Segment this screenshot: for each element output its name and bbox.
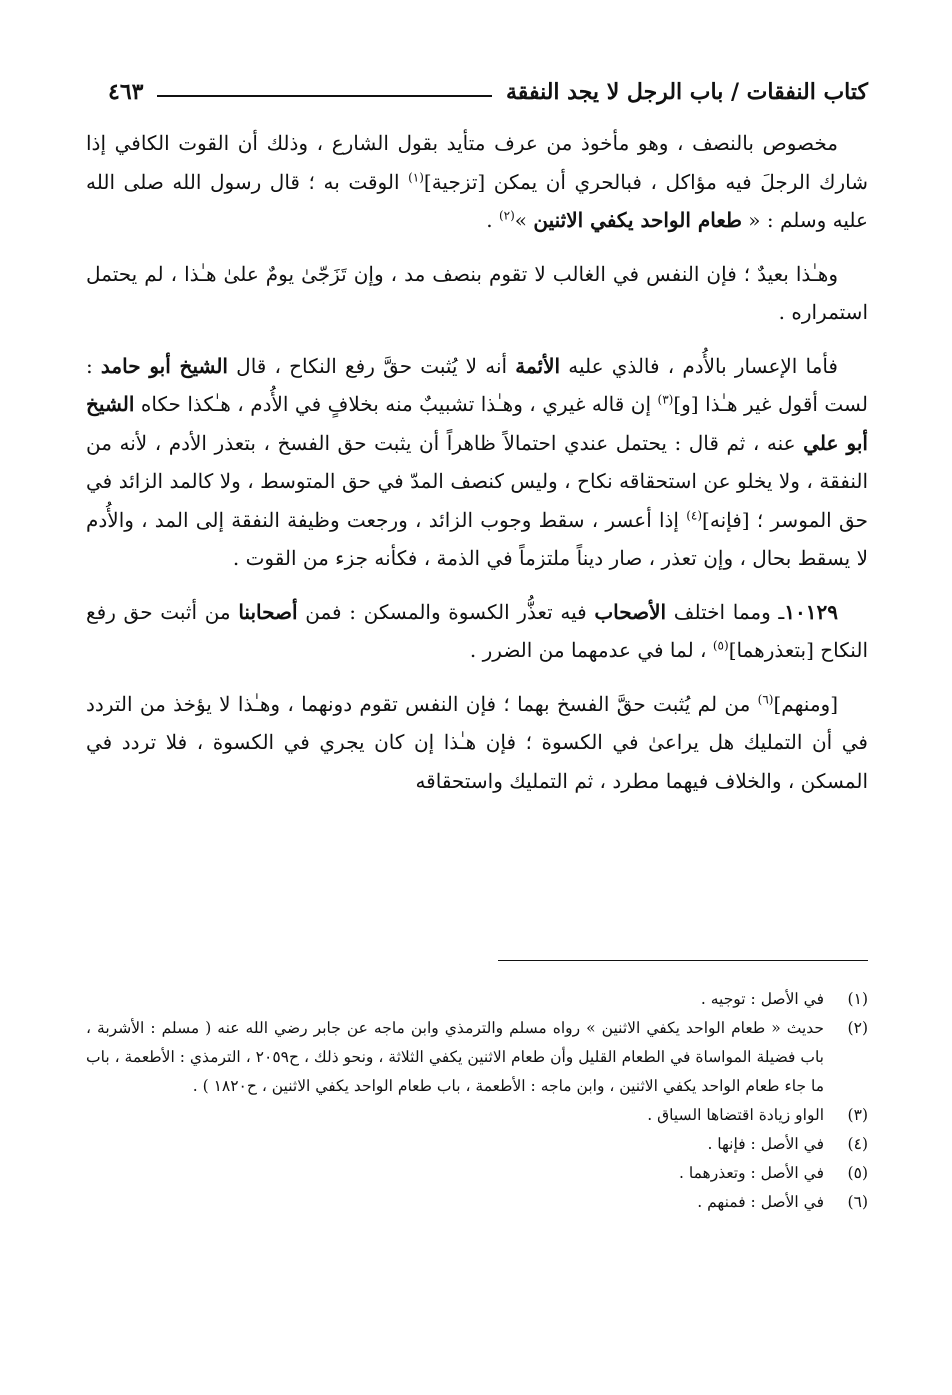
- text-run: ـ ومما اختلف: [666, 599, 785, 624]
- footnote-text: في الأصل : فإنها .: [707, 1135, 824, 1153]
- text-run: إن قاله غيري ، وهـٰذا تشبيبٌ منه بخلافٍ في الأُدم ، هـٰكذا حكاه: [134, 392, 658, 416]
- chapter-title: كتاب النفقات / باب الرجل لا يجد النفقة: [506, 79, 868, 105]
- section-number: ١٠١٢٩: [784, 599, 838, 624]
- footnote-number: (٦): [847, 1193, 868, 1211]
- footnote-number: (٣): [847, 1106, 868, 1124]
- paragraph-3: [86, 347, 868, 578]
- footnote-number: (٢): [847, 1019, 868, 1037]
- header-rule: [157, 95, 492, 97]
- footnotes: [86, 985, 868, 1217]
- footnote: [86, 1014, 868, 1101]
- footnote-ref-4: (٤): [686, 507, 703, 522]
- footnote-text: في الأصل : وتعذرهما .: [679, 1164, 824, 1182]
- bold-term: الأئمة: [515, 353, 561, 378]
- footnote-number: (٥): [847, 1164, 868, 1182]
- running-header: [108, 70, 868, 114]
- text-run: الوقت به ؛ قال رسول الله صلى الله عليه وسلم : «: [86, 169, 868, 232]
- footnote: [86, 1130, 868, 1159]
- text-run: ، لما في عدمهما من الضرر .: [469, 638, 713, 662]
- footnote: [86, 1159, 868, 1188]
- text-run: من أثبت حق رفع النكاح [بتعذرهما]: [86, 599, 868, 662]
- footnote-text: في الأصل : توجيه .: [700, 990, 824, 1008]
- text-run: [ومنهم]: [773, 691, 838, 716]
- footnote-ref-5: (٥): [712, 638, 729, 653]
- footnote: [86, 1188, 868, 1217]
- text-run: من لم يُثبت حقَّ الفسخ بهما ؛ فإن النفس تقوم دونهما ، وهـٰذا لا يؤخذ من التردد في أن التمليك هل يراعىٰ في الكسوة ؛ فإن هـٰذا إن كان يجري في الكسوة ، فلا تردد في المسكن ، والخلاف فيهما مطرد ، ثم التمليك واستحقاقه: [86, 691, 868, 793]
- footnote-separator: [498, 960, 868, 961]
- text-run: : لست أقول غير هـٰذا [و]: [86, 353, 868, 416]
- text-run: فيه تعذُّر الكسوة والمسكن : فمن: [297, 599, 595, 624]
- main-text: [86, 124, 868, 815]
- footnote-ref-3: (٣): [657, 392, 674, 407]
- page-number: ٤٦٣: [108, 79, 144, 105]
- bold-term: الشيخ أبو علي: [86, 392, 868, 455]
- footnote-number: (١): [847, 990, 868, 1008]
- paragraph-1: [86, 124, 868, 240]
- text-run: .: [486, 208, 499, 232]
- hadith-quote: طعام الواحد يكفي الاثنين: [533, 208, 742, 232]
- text-run: عنه ، ثم قال : يحتمل عندي احتمالاً ظاهراً أن يثبت حق الفسخ ، بتعذر الأدم ، لأنه من النفقة ، ولا يخلو عن استحقاقه نكاح ، وليس كنصف المدّ في حق المتوسط ، ولا كالمد الزائد في حق الموسر ؛ [فإنه]: [86, 430, 869, 532]
- footnote-text: حديث « طعام الواحد يكفي الاثنين » رواه مسلم والترمذي وابن ماجه عن جابر رضي الله عنه ( مسلم : الأشربة ، باب فضيلة المواساة في الطعام القليل وأن طعام الاثنين يكفي الثلاثة ، ونحو ذلك ، ح٢٠٥٩ ، الترمذي : الأطعمة ، باب ما جاء طعام الواحد يكفي الاثنين ، وابن ماجه : الأطعمة ، باب طعام الواحد يكفي الاثنين ، ح١٨٢٠ ) .: [86, 1019, 824, 1095]
- text-run: وهـٰذا بعيدٌ ؛ فإن النفس في الغالب لا تقوم بنصف مد ، وإن تَزَجّىٰ يومٌ علىٰ هـٰذا ، لم يحتمل استمراره .: [86, 261, 868, 324]
- footnote: [86, 1101, 868, 1130]
- footnote-text: في الأصل : فمنهم .: [697, 1193, 824, 1211]
- bold-term: أصحابنا: [238, 599, 298, 624]
- paragraph-4: [86, 593, 868, 670]
- footnote-ref-6: (٦): [757, 691, 774, 706]
- paragraph-5: [86, 685, 868, 801]
- footnote-number: (٤): [847, 1135, 868, 1153]
- footnote-ref-2: (٢): [498, 208, 515, 223]
- bold-term: الأصحاب: [594, 599, 667, 624]
- bold-term: الشيخ أبو حامد: [100, 353, 228, 378]
- text-run: أنه لا يُثبت حقَّ رفع النكاح ، قال: [228, 353, 516, 378]
- footnote: [86, 985, 868, 1014]
- text-run: مخصوص بالنصف ، وهو مأخوذ من عرف متأيد بقول الشارع ، وذلك أن القوت الكافي إذا شارك الرجلَ فيه مؤاكل ، فبالحري أن يمكن [تزجية]: [86, 131, 868, 194]
- footnote-text: الواو زيادة اقتضاها السياق .: [647, 1106, 824, 1124]
- text-run: »: [514, 208, 534, 232]
- footnote-ref-1: (١): [408, 169, 424, 184]
- text-run: إذا أعسر ، سقط وجوب الزائد ، ورجعت وظيفة النفقة إلى المد ، والأُدم لا يسقط بحال ، وإن تعذر ، صار ديناً ملتزماً في الذمة ، فكأنه جزء من القوت .: [86, 507, 868, 570]
- paragraph-2: [86, 255, 868, 332]
- text-run: فأما الإعسار بالأُدم ، فالذي عليه: [560, 353, 838, 378]
